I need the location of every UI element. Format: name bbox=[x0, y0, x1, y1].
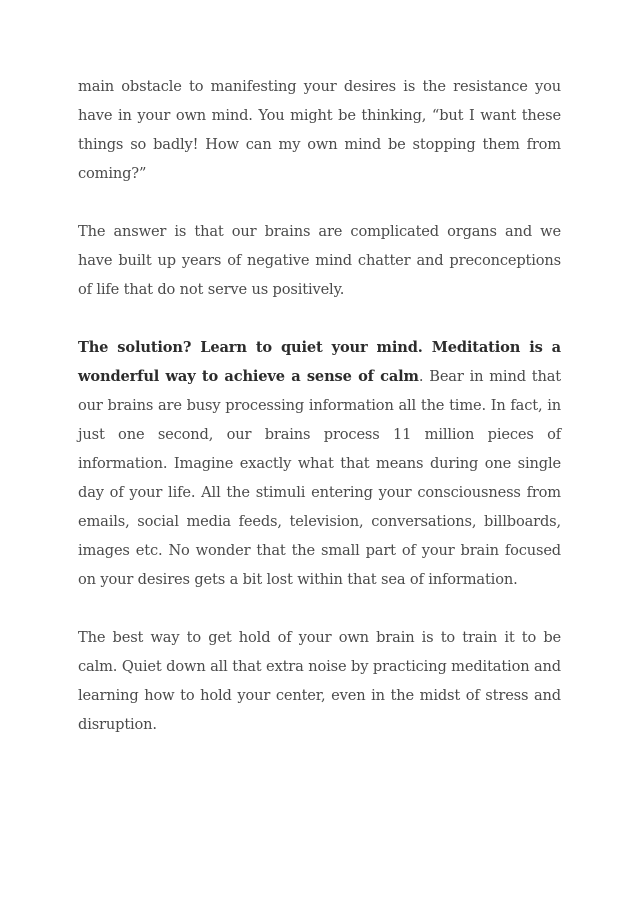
paragraph-text: The answer is that our brains are complicated organs and we have built up years of negative mind chatter and preconceptions of life that do not serve us positively. bbox=[78, 223, 561, 298]
paragraph-best-way bbox=[78, 623, 561, 739]
paragraph-resistance bbox=[78, 72, 561, 188]
paragraph-solution bbox=[78, 333, 561, 594]
paragraph-text: The best way to get hold of your own brain is to train it to be calm. Quiet down all that extra noise by practicing meditation and learning how to hold your center, even in the midst of stress and disruption. bbox=[78, 629, 561, 733]
body-text bbox=[78, 72, 561, 739]
paragraph-bold-lead: The solution? Learn to quiet your mind. Meditation is a wonderful way to achieve a sense of calm bbox=[78, 339, 561, 385]
paragraph-text: . Bear in mind that our brains are busy processing information all the time. In fact, in just one second, our brains process 11 million pieces of information. Imagine exactly what that means during one single day of your life. All the stimuli entering your consciousness from emails, social media feeds, television, conversations, billboards, images etc. No wonder that the small part of your brain focused on your desires gets a bit lost within that sea of information. bbox=[78, 368, 562, 588]
paragraph-text: main obstacle to manifesting your desires is the resistance you have in your own mind. You might be thinking, “but I want these things so badly! How can my own mind be stopping them from coming?” bbox=[78, 78, 561, 182]
paragraph-answer bbox=[78, 217, 561, 304]
